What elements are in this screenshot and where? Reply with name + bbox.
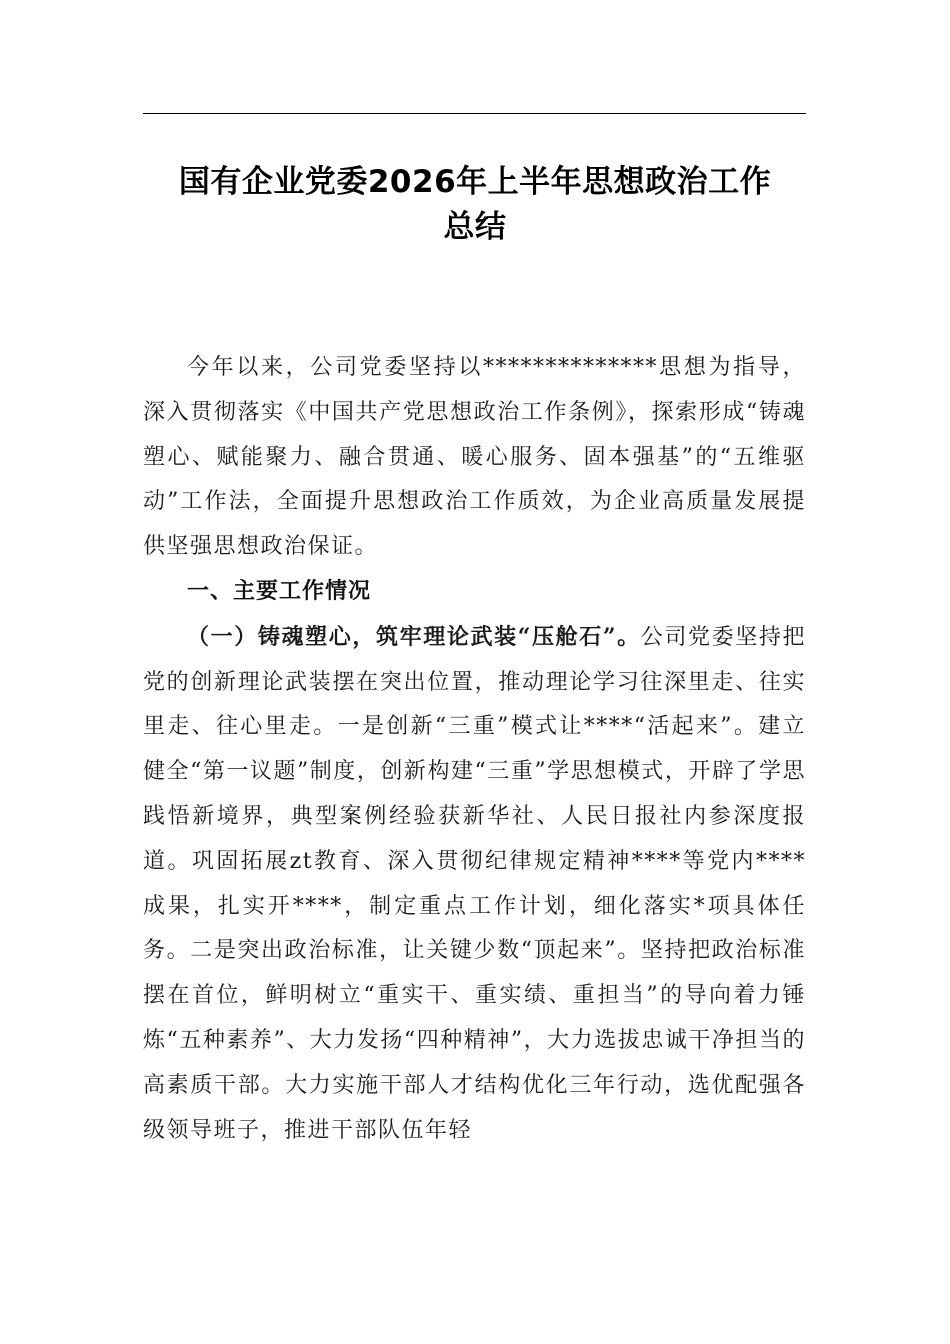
section-1-paragraph-1 — [143, 615, 806, 1154]
subsection-body: 公司党委坚持把党的创新理论武装摆在突出位置，推动理论学习往深里走、往实里走、往心里走。一是创新“三重”模式让****“活起来”。建立健全“第一议题”制度，创新构建“三重”学思想模式，开辟了学思践悟新境界，典型案例经验获新华社、人民日报社内参深度报道。巩固拓展zt教育、深入贯彻纪律规定精神****等党内****成果，扎实开****，制定重点工作计划，细化落实*项具体任务。二是突出政治标准，让关键少数“顶起来”。坚持把政治标准摆在首位，鲜明树立“重实干、重实绩、重担当”的导向着力锤炼“五种素养”、大力发扬“四种精神”，大力选拔忠诚干净担当的高素质干部。大力实施干部人才结构优化三年行动，选优配强各级领导班子，推进干部队伍年轻 — [143, 624, 806, 1143]
document-body — [143, 346, 806, 1153]
intro-paragraph: 今年以来，公司党委坚持以**************思想为指导，深入贯彻落实《中国共产党思想政治工作条例》，探索形成“铸魂塑心、赋能聚力、融合贯通、暖心服务、固本强基”的“五维驱动”工作法，全面提升思想政治工作质效，为企业高质量发展提供坚强思想政治保证。 — [143, 355, 806, 560]
header-rule — [143, 113, 806, 114]
title-line-2: 总结 — [443, 209, 507, 245]
section-heading-1: 一、主要工作情况 — [187, 578, 372, 604]
document-title — [140, 160, 810, 250]
title-line-1: 国有企业党委2026年上半年思想政治工作 — [178, 164, 772, 200]
subsection-lead: （一）铸魂塑心，筑牢理论武装“压舱石”。 — [187, 623, 641, 650]
